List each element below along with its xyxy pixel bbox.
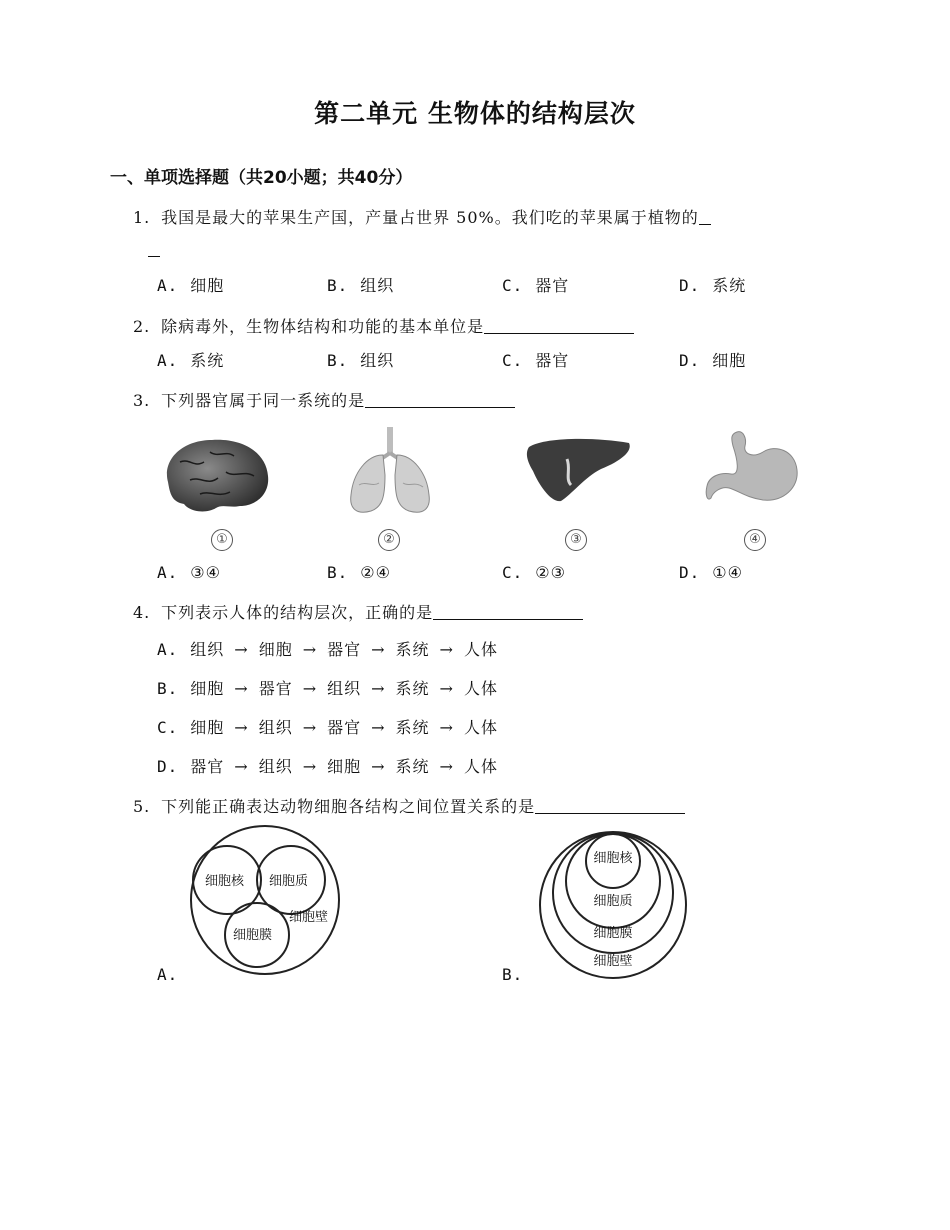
hierarchy-step: 细胞 xyxy=(327,757,362,776)
hierarchy-step: 组织 xyxy=(327,679,362,698)
option-b[interactable]: B. ②④ xyxy=(327,563,391,582)
hierarchy-step: 系统 xyxy=(395,640,430,659)
stomach-image xyxy=(703,428,803,513)
option-c[interactable]: C. 器官 xyxy=(502,351,570,370)
question-text: 下列器官属于同一系统的是 xyxy=(161,391,366,410)
question-text: 我国是最大的苹果生产国，产量占世界 50%。我们吃的苹果属于植物的 xyxy=(161,208,699,227)
option-d[interactable]: D. 细胞 xyxy=(679,351,747,370)
label-cytoplasm: 细胞质 xyxy=(593,894,633,909)
hierarchy-step: 细胞 xyxy=(190,679,225,698)
hierarchy-step: 器官 xyxy=(258,679,293,698)
hierarchy-step: 人体 xyxy=(463,640,498,659)
label-membrane: 细胞膜 xyxy=(593,926,633,941)
hierarchy-step: 器官 xyxy=(190,757,225,776)
hierarchy-step: 组织 xyxy=(258,757,293,776)
arrow-icon: → xyxy=(371,757,386,776)
arrow-icon: → xyxy=(302,679,318,698)
label-wall: 细胞壁 xyxy=(593,954,633,969)
section-heading: 一、单项选择题（共20小题；共40分） xyxy=(110,168,413,188)
hierarchy-step: 组织 xyxy=(190,640,225,659)
option-letter: B. xyxy=(157,679,179,698)
option-a[interactable]: A. ③④ xyxy=(157,563,221,582)
arrow-icon: → xyxy=(439,718,454,737)
question-number: 2. xyxy=(133,317,151,336)
option-letter: D. xyxy=(157,757,179,776)
arrow-icon: → xyxy=(439,640,454,659)
option-c[interactable]: C. 器官 xyxy=(502,276,570,295)
hierarchy-step: 细胞 xyxy=(258,640,293,659)
question-text: 除病毒外，生物体结构和功能的基本单位是 xyxy=(161,317,485,336)
brain-image xyxy=(160,432,275,517)
label-wall: 细胞壁 xyxy=(289,910,329,925)
hierarchy-step: 系统 xyxy=(395,679,430,698)
question-3 xyxy=(133,388,515,411)
hierarchy-step: 系统 xyxy=(395,718,430,737)
answer-blank-continued[interactable] xyxy=(148,240,160,257)
answer-blank[interactable] xyxy=(484,317,634,334)
answer-blank[interactable] xyxy=(699,208,711,225)
arrow-icon: → xyxy=(302,757,318,776)
option-c[interactable] xyxy=(157,715,498,738)
arrow-icon: → xyxy=(302,640,318,659)
option-b[interactable] xyxy=(157,676,498,699)
arrow-icon: → xyxy=(371,718,386,737)
image-number-2: ② xyxy=(378,529,400,551)
option-a[interactable]: A. xyxy=(157,965,179,984)
question-number: 3. xyxy=(133,391,151,410)
label-nucleus: 细胞核 xyxy=(593,851,633,866)
option-letter: C. xyxy=(157,718,179,737)
answer-blank[interactable] xyxy=(365,391,515,408)
hierarchy-step: 细胞 xyxy=(190,718,225,737)
label-membrane: 细胞膜 xyxy=(233,928,273,943)
page-title: 第二单元 生物体的结构层次 xyxy=(314,99,636,128)
arrow-icon: → xyxy=(371,640,386,659)
question-4 xyxy=(133,600,583,623)
label-cytoplasm: 细胞质 xyxy=(269,874,309,889)
question-2 xyxy=(133,314,634,337)
option-d[interactable] xyxy=(157,754,498,777)
question-1 xyxy=(133,205,711,228)
label-nucleus: 细胞核 xyxy=(205,874,245,889)
cell-diagram-a xyxy=(185,825,345,975)
arrow-icon: → xyxy=(302,718,318,737)
option-c[interactable]: C. ②③ xyxy=(502,563,566,582)
option-b[interactable]: B. 组织 xyxy=(327,276,395,295)
option-a[interactable] xyxy=(157,637,498,660)
option-letter: A. xyxy=(157,640,179,659)
arrow-icon: → xyxy=(234,679,249,698)
question-5 xyxy=(133,794,685,817)
image-number-3: ③ xyxy=(565,529,587,551)
arrow-icon: → xyxy=(234,718,249,737)
answer-blank[interactable] xyxy=(535,797,685,814)
liver-image xyxy=(525,435,635,505)
hierarchy-step: 器官 xyxy=(327,640,362,659)
hierarchy-step: 系统 xyxy=(395,757,430,776)
option-b[interactable]: B. xyxy=(502,965,524,984)
hierarchy-step: 器官 xyxy=(327,718,362,737)
option-d[interactable]: D. 系统 xyxy=(679,276,747,295)
arrow-icon: → xyxy=(234,640,249,659)
question-number: 4. xyxy=(133,603,151,622)
question-text: 下列表示人体的结构层次，正确的是 xyxy=(161,603,434,622)
hierarchy-step: 组织 xyxy=(258,718,293,737)
hierarchy-step: 人体 xyxy=(463,718,498,737)
lungs-image xyxy=(345,425,435,520)
option-a[interactable]: A. 系统 xyxy=(157,351,225,370)
answer-blank[interactable] xyxy=(433,603,583,620)
hierarchy-step: 人体 xyxy=(463,757,498,776)
arrow-icon: → xyxy=(371,679,386,698)
arrow-icon: → xyxy=(234,757,249,776)
option-d[interactable]: D. ①④ xyxy=(679,563,743,582)
question-number: 5. xyxy=(133,797,151,816)
hierarchy-step: 人体 xyxy=(463,679,498,698)
image-number-4: ④ xyxy=(744,529,766,551)
option-b[interactable]: B. 组织 xyxy=(327,351,395,370)
image-number-1: ① xyxy=(211,529,233,551)
question-text: 下列能正确表达动物细胞各结构之间位置关系的是 xyxy=(161,797,536,816)
question-number: 1. xyxy=(133,208,151,227)
arrow-icon: → xyxy=(439,679,454,698)
cell-diagram-b xyxy=(535,825,695,980)
option-a[interactable]: A. 细胞 xyxy=(157,276,225,295)
arrow-icon: → xyxy=(439,757,454,776)
